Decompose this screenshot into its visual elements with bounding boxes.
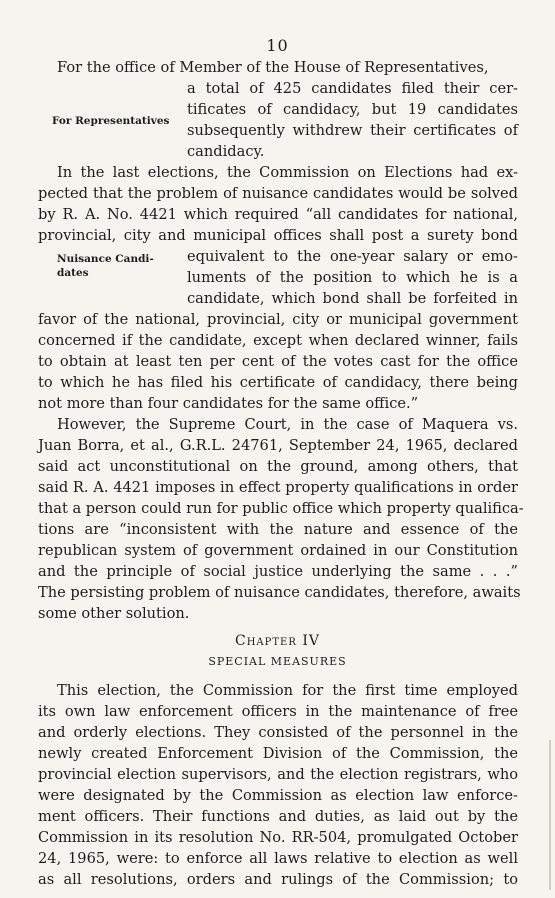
text-line: some other solution. [38,605,190,622]
text-line: luments of the position to which he is a [187,269,518,286]
text-line: provincial, city and municipal offices shall post a surety bond [38,227,518,244]
text-line: This election, the Commission for the first time employed [57,682,518,699]
text-line: The persisting problem of nuisance candidates, therefore, awaits [38,584,521,601]
text-line: as all resolutions, orders and rulings of the Commission; to [38,871,518,888]
text-line: said act unconstitutional on the ground, among others, that [38,458,518,475]
text-line: a total of 425 candidates filed their cer- [187,80,518,97]
page-edge-shadow [549,740,551,890]
text-line: For the office of Member of the House of Representatives, [57,59,489,76]
text-line: by R. A. No. 4421 which required “all candidates for national, [38,206,518,223]
text-line: favor of the national, provincial, city or municipal government [38,311,518,328]
text-line: and the principle of social justice underlying the same . . .” [38,563,518,580]
text-line: ment officers. Their functions and duties, as laid out by the [38,808,518,825]
text-line: pected that the problem of nuisance candidates would be solved [38,185,518,202]
text-line: provincial election supervisors, and the election registrars, who [38,766,518,783]
chapter-heading: Chapter IV [235,633,320,649]
text-line: that a person could run for public office which property qualifica- [38,500,524,517]
text-line: tificates of candidacy, but 19 candidates [187,101,518,118]
margin-note-representatives: For Representatives [52,115,170,127]
text-line: candidacy. [187,143,265,160]
text-line: subsequently withdrew their certificates of [187,122,518,139]
text-line: equivalent to the one-year salary or emo- [187,248,518,265]
margin-note-nuisance-2: dates [57,267,89,279]
text-line: 24, 1965, were: to enforce all laws relative to election as well [38,850,518,867]
margin-note-nuisance-1: Nuisance Candi- [57,253,154,265]
text-line: However, the Supreme Court, in the case of Maquera vs. [57,416,518,433]
text-line: Commission in its resolution No. RR-504, promulgated October [38,829,518,846]
page-number: 10 [266,36,289,55]
text-line: tions are “inconsistent with the nature and essence of the [38,521,518,538]
text-line: newly created Enforcement Division of the Commission, the [38,745,518,762]
section-heading: SPECIAL MEASURES [208,655,347,668]
text-line: its own law enforcement officers in the maintenance of free [38,703,518,720]
text-line: were designated by the Commission as election law enforce- [38,787,518,804]
text-line: candidate, which bond shall be forfeited in [187,290,518,307]
text-line: concerned if the candidate, except when declared winner, fails [38,332,518,349]
text-line: to which he has filed his certificate of candidacy, there being [38,374,518,391]
text-line: Juan Borra, et al., G.R.L. 24761, September 24, 1965, declared [38,437,518,454]
text-line: In the last elections, the Commission on Elections had ex- [57,164,518,181]
text-line: and orderly elections. They consisted of the personnel in the [38,724,518,741]
text-line: republican system of government ordained in our Constitution [38,542,518,559]
text-line: said R. A. 4421 imposes in effect property qualifications in order [38,479,518,496]
text-line: not more than four candidates for the same office.” [38,395,419,412]
text-line: to obtain at least ten per cent of the votes cast for the office [38,353,518,370]
